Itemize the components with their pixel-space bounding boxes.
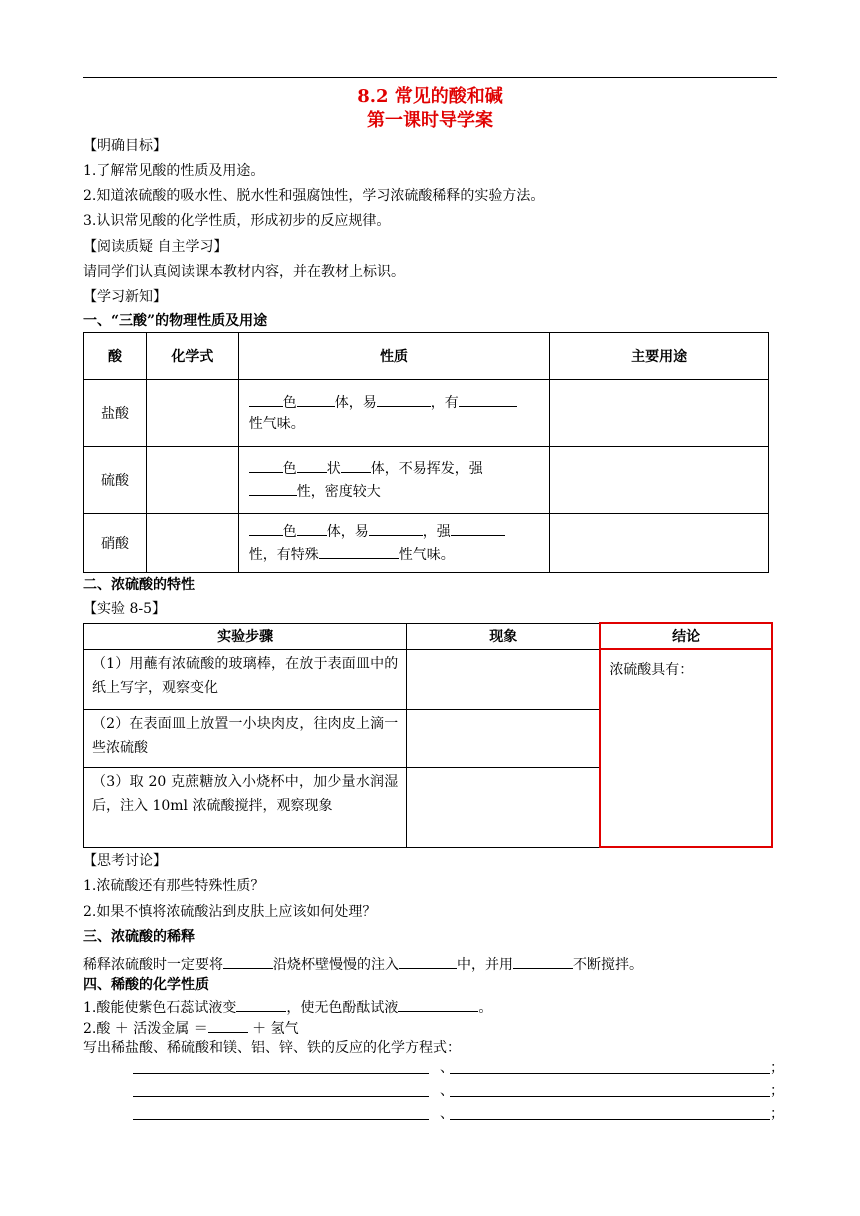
col-header-acid: 酸 <box>84 333 147 380</box>
terminator: ； <box>770 1083 784 1099</box>
step-cell: （3）取 20 克蔗糖放入小烧杯中，加少量水润湿后，注入 10ml 浓硫酸搅拌，观察现象 <box>84 767 407 847</box>
col-header-properties: 性质 <box>238 333 550 380</box>
blank[interactable] <box>297 520 327 536</box>
blank[interactable] <box>377 391 431 407</box>
top-rule <box>83 77 777 78</box>
section1-title: 一、“三酸”的物理性质及用途 <box>83 313 268 329</box>
equation-blank[interactable] <box>450 1096 770 1097</box>
section2-title: 二、浓硫酸的特性 <box>83 577 195 593</box>
equation-blank[interactable] <box>133 1096 429 1097</box>
experiment-table <box>83 622 773 848</box>
separator: 、 <box>440 1106 454 1122</box>
reading-text: 请同学们认真阅读课本教材内容，并在教材上标识。 <box>83 264 405 280</box>
blank[interactable] <box>459 391 517 407</box>
uses-cell[interactable] <box>550 447 769 514</box>
formula-cell[interactable] <box>146 380 238 447</box>
blank[interactable] <box>236 996 286 1012</box>
acid-name: 硫酸 <box>84 447 147 514</box>
blank[interactable] <box>513 953 573 969</box>
experiment-label: 【实验 8-5】 <box>83 601 166 617</box>
separator: 、 <box>440 1083 454 1099</box>
acid-name: 硝酸 <box>84 514 147 573</box>
page-title: 8.2 常见的酸和碱 <box>357 86 503 107</box>
table-row <box>84 649 773 709</box>
equation-blank[interactable] <box>133 1073 429 1074</box>
page-subtitle: 第一课时导学案 <box>367 110 493 131</box>
blank[interactable] <box>398 996 478 1012</box>
separator: 、 <box>440 1060 454 1076</box>
formula-cell[interactable] <box>146 447 238 514</box>
blank[interactable] <box>249 520 283 536</box>
indicator-sentence: 1.酸能使紫色石蕊试液变 ，使无色酚酞试液 。 <box>83 996 492 1018</box>
phenomenon-cell[interactable] <box>407 767 601 847</box>
goal-item: 1.了解常见酸的性质及用途。 <box>83 163 265 179</box>
discussion-item: 1.浓硫酸还有那些特殊性质？ <box>83 878 265 894</box>
properties-cell: 色 状 体，不易挥发，强 性，密度较大 <box>238 447 550 514</box>
worksheet-page <box>83 0 784 1216</box>
blank[interactable] <box>223 953 273 969</box>
metal-reaction-sentence: 2.酸 ＋ 活泼金属 ＝ ＋ 氢气 <box>83 1017 299 1039</box>
col-header-conclusion: 结论 <box>600 623 772 649</box>
terminator: ； <box>770 1060 784 1076</box>
blank[interactable] <box>297 391 335 407</box>
uses-cell[interactable] <box>550 514 769 573</box>
blank[interactable] <box>249 391 283 407</box>
blank[interactable] <box>451 520 505 536</box>
acids-table <box>83 332 769 573</box>
phenomenon-cell[interactable] <box>407 709 601 767</box>
reading-header: 【阅读质疑 自主学习】 <box>83 239 228 255</box>
conclusion-cell: 浓硫酸具有： <box>600 649 772 847</box>
dilution-sentence: 稀释浓硫酸时一定要将 沿烧杯壁慢慢的注入 中，并用 不断搅拌。 <box>83 953 643 975</box>
blank[interactable] <box>249 457 283 473</box>
section4-title: 四、稀酸的化学性质 <box>83 977 209 993</box>
blank[interactable] <box>208 1017 248 1033</box>
col-header-uses: 主要用途 <box>550 333 769 380</box>
table-row <box>84 447 769 514</box>
blank[interactable] <box>341 457 371 473</box>
col-header-phenomenon: 现象 <box>407 623 601 649</box>
equation-blank[interactable] <box>450 1119 770 1120</box>
col-header-steps: 实验步骤 <box>84 623 407 649</box>
equation-blank[interactable] <box>133 1119 429 1120</box>
goal-item: 3.认识常见酸的化学性质，形成初步的反应规律。 <box>83 213 391 229</box>
learning-header: 【学习新知】 <box>83 289 167 305</box>
col-header-formula: 化学式 <box>146 333 238 380</box>
phenomenon-cell[interactable] <box>407 649 601 709</box>
section3-title: 三、浓硫酸的稀释 <box>83 929 195 945</box>
terminator: ； <box>770 1106 784 1122</box>
uses-cell[interactable] <box>550 380 769 447</box>
blank[interactable] <box>297 457 327 473</box>
blank[interactable] <box>249 480 297 496</box>
goal-item: 2.知道浓硫酸的吸水性、脱水性和强腐蚀性，学习浓硫酸稀释的实验方法。 <box>83 188 545 204</box>
step-cell: （1）用蘸有浓硫酸的玻璃棒，在放于表面皿中的纸上写字，观察变化 <box>84 649 407 709</box>
step-cell: （2）在表面皿上放置一小块肉皮，往肉皮上滴一些浓硫酸 <box>84 709 407 767</box>
goals-header: 【明确目标】 <box>83 138 167 154</box>
discussion-item: 2.如果不慎将浓硫酸沾到皮肤上应该如何处理？ <box>83 904 377 920</box>
blank[interactable] <box>319 543 399 559</box>
table-row <box>84 380 769 447</box>
discussion-header: 【思考讨论】 <box>83 853 167 869</box>
formula-cell[interactable] <box>146 514 238 573</box>
properties-cell: 色 体，易 ，有 性气味。 <box>238 380 550 447</box>
blank[interactable] <box>369 520 423 536</box>
blank[interactable] <box>399 953 457 969</box>
acid-name: 盐酸 <box>84 380 147 447</box>
equations-prompt: 写出稀盐酸、稀硫酸和镁、铝、锌、铁的反应的化学方程式： <box>83 1040 461 1056</box>
table-row <box>84 514 769 573</box>
properties-cell: 色 体，易 ，强 性，有特殊 性气味。 <box>238 514 550 573</box>
equation-blank[interactable] <box>450 1073 770 1074</box>
